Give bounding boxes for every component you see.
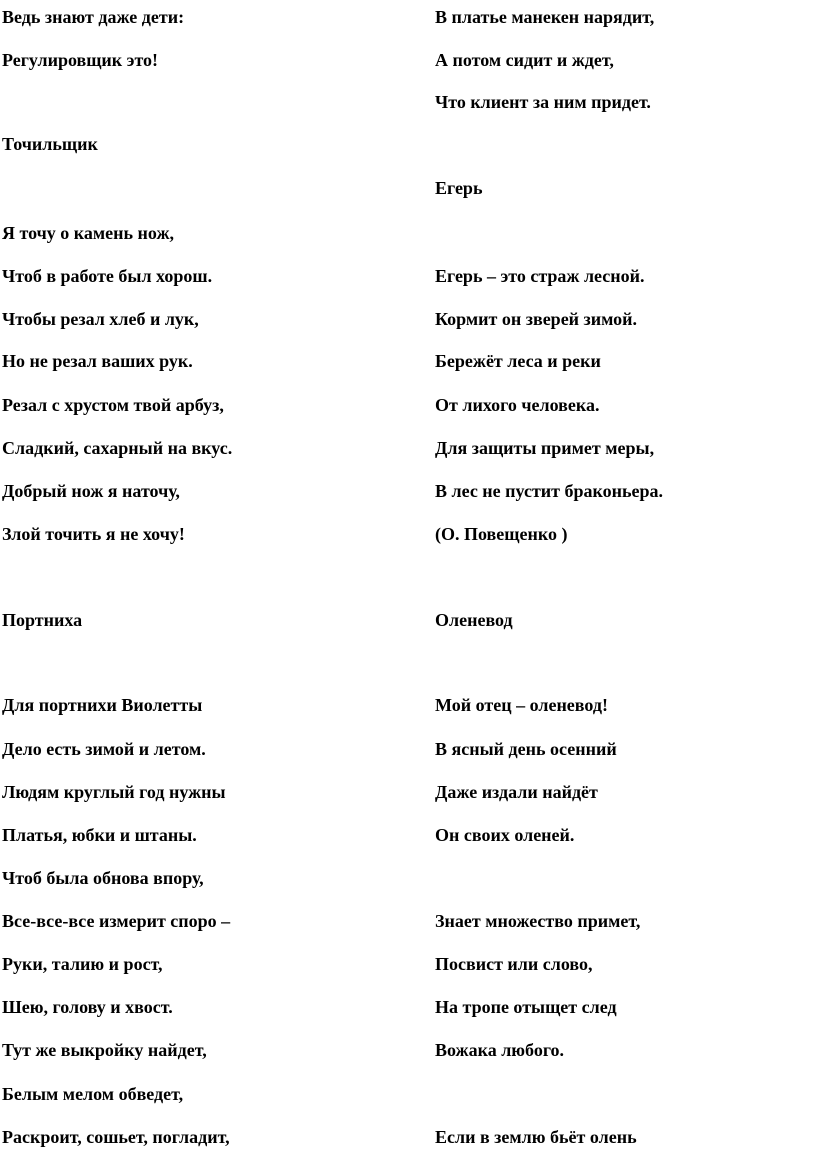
poem-line: Все-все-все измерит споро – [2, 911, 231, 931]
poem-line: В ясный день осенний [435, 739, 617, 759]
poem-line: Кормит он зверей зимой. [435, 309, 638, 329]
poem-line: Но не резал ваших рук. [2, 351, 193, 371]
poem-line: В платье манекен нарядит, [435, 7, 655, 27]
poem-title-eger: Егерь [435, 178, 483, 198]
poem-line: Бережёт леса и реки [435, 351, 601, 371]
poem-line: Знает множество примет, [435, 911, 641, 931]
poem-line: А потом сидит и ждет, [435, 50, 614, 70]
poem-line: Если в землю бьёт олень [435, 1127, 637, 1147]
poem-line: Регулировщик это! [2, 50, 159, 70]
poem-line: От лихого человека. [435, 395, 600, 415]
poem-line: Для защиты примет меры, [435, 438, 655, 458]
poem-line: Чтоб была обнова впору, [2, 868, 204, 888]
poem-line: Даже издали найдёт [435, 782, 598, 802]
poem-line: Добрый нож я наточу, [2, 481, 180, 501]
poem-line: Чтоб в работе был хорош. [2, 266, 213, 286]
poem-line: Сладкий, сахарный на вкус. [2, 438, 233, 458]
poem-author: (О. Повещенко ) [435, 524, 568, 544]
poem-line: Людям круглый год нужны [2, 782, 226, 802]
poem-line: Мой отец – оленевод! [435, 695, 608, 715]
poem-line: Ведь знают даже дети: [2, 7, 185, 27]
poem-line: Вожака любого. [435, 1040, 565, 1060]
poem-line: Дело есть зимой и летом. [2, 739, 206, 759]
poem-line: Резал с хрустом твой арбуз, [2, 395, 224, 415]
poem-title-portnikha: Портниха [2, 610, 83, 630]
poem-title-tochilshchik: Точильщик [2, 134, 98, 154]
poem-line: Шею, голову и хвост. [2, 997, 173, 1017]
poem-line: Я точу о камень нож, [2, 223, 175, 243]
poem-line: Тут же выкройку найдет, [2, 1040, 207, 1060]
poem-line: Что клиент за ним придет. [435, 92, 651, 112]
poem-line: Он своих оленей. [435, 825, 575, 845]
poem-line: Чтобы резал хлеб и лук, [2, 309, 199, 329]
poem-line: В лес не пустит браконьера. [435, 481, 664, 501]
poem-line: Руки, талию и рост, [2, 954, 163, 974]
poem-line: Злой точить я не хочу! [2, 524, 185, 544]
poem-title-olenevod: Оленевод [435, 610, 513, 630]
poem-line: На тропе отыщет след [435, 997, 617, 1017]
poem-line: Платья, юбки и штаны. [2, 825, 197, 845]
poem-line: Раскроит, сошьет, погладит, [2, 1127, 230, 1147]
poem-line: Белым мелом обведет, [2, 1084, 184, 1104]
poem-line: Егерь – это страж лесной. [435, 266, 645, 286]
poem-line: Посвист или слово, [435, 954, 593, 974]
poem-line: Для портнихи Виолетты [2, 695, 203, 715]
